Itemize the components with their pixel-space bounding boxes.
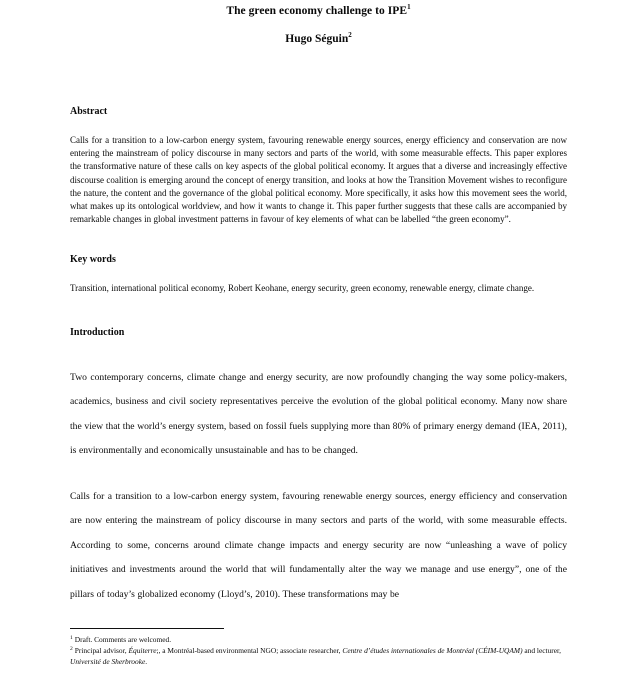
keywords-heading: Key words <box>70 254 116 266</box>
spacer-before-keywords <box>70 226 567 253</box>
footnote-area <box>70 628 567 668</box>
footnote-separator-rule <box>70 628 224 629</box>
footnote-2-organization-sherbrooke: Université de Sherbrooke <box>70 657 146 667</box>
title-footnote-marker: 1 <box>407 3 411 12</box>
abstract-body: Calls for a transition to a low-carbon energy system, favouring renewable energy sources, energy efficiency and conservation are now entering the mainstream of policy discourse in many sectors and parts of the world, with some measurable effects. This paper explores the transformative nature of these calls on key aspects of the global political economy. It argues that a diverse and increasingly effective discourse coalition is emerging around the concept of energy transition, and looks at how the Transition Movement wishes to reconfigure the nature, the content and the governance of the global political economy. More specifically, it asks how this movement sees the world, what makes up its ontological worldview, and how it wants to change it. This paper further suggests that these calls are accompanied by remarkable changes in global investment patterns in favour of key elements of what can be labelled “the green economy”. <box>70 135 567 225</box>
footnote-2 <box>70 645 567 667</box>
spacer-before-introduction <box>70 296 567 326</box>
footnote-2-organization-equiterre: Équiterre <box>128 646 157 656</box>
introduction-paragraph-1: Two contemporary concerns, climate change and energy security, are now profoundly changing the way some policy-makers, academics, business and civil society representatives perceive the evolution of the global political economy. Many now share the view that the world’s energy system, based on fossil fuels supplying more than 80% of primary energy demand (IEA, 2011), is environmentally and economically unsustainable and has to be changed. <box>70 371 567 457</box>
footnote-2-text-part-3: and lecturer, <box>522 646 562 656</box>
introduction-heading: Introduction <box>70 326 125 338</box>
footnote-2-marker: 2 <box>70 645 73 652</box>
spacer-after-keywords-heading <box>70 266 567 282</box>
spacer-before-abstract <box>70 47 567 105</box>
footnote-1 <box>70 634 567 645</box>
page-content-column <box>70 0 567 607</box>
footnote-2-organization-ceim: Centre d’études internationales de Montréal (CÉIM-UQAM) <box>342 646 523 656</box>
footnote-1-text: Draft. Comments are welcomed. <box>74 635 172 644</box>
title-block <box>70 0 567 47</box>
abstract-heading: Abstract <box>70 106 108 117</box>
spacer-after-introduction-heading <box>70 339 567 366</box>
footnote-1-marker: 1 <box>70 634 73 641</box>
document-author <box>70 32 567 47</box>
document-title-text: The green economy challenge to IPE <box>226 5 408 17</box>
footnote-2-text-part-2: ;, a Montréal-based environmental NGO; associate researcher, <box>156 646 343 656</box>
page-title <box>70 4 567 19</box>
keywords-body: Transition, international political economy, Robert Keohane, energy security, green economy, renewable energy, climate change. <box>70 283 535 294</box>
author-footnote-marker: 2 <box>348 31 352 40</box>
spacer-after-abstract-heading <box>70 118 567 134</box>
footnote-2-text-part-1: Principal advisor, <box>74 646 129 656</box>
author-name-text: Hugo Séguin <box>285 33 349 45</box>
spacer-between-paragraphs <box>70 464 567 485</box>
introduction-paragraph-2: Calls for a transition to a low-carbon energy system, favouring renewable energy sources, energy efficiency and conservation are now entering the mainstream of policy discourse in many sectors and parts of the world, with some measurable effects. According to some, concerns around climate change impacts and energy security are now “unleashing a wave of policy initiatives and investments around the world that will fundamentally alter the way we manage and use energy”, one of the pillars of today’s globalized economy (Lloyd’s, 2010). These transformations may be <box>70 490 567 600</box>
footnote-2-text-part-4: . <box>145 657 148 667</box>
